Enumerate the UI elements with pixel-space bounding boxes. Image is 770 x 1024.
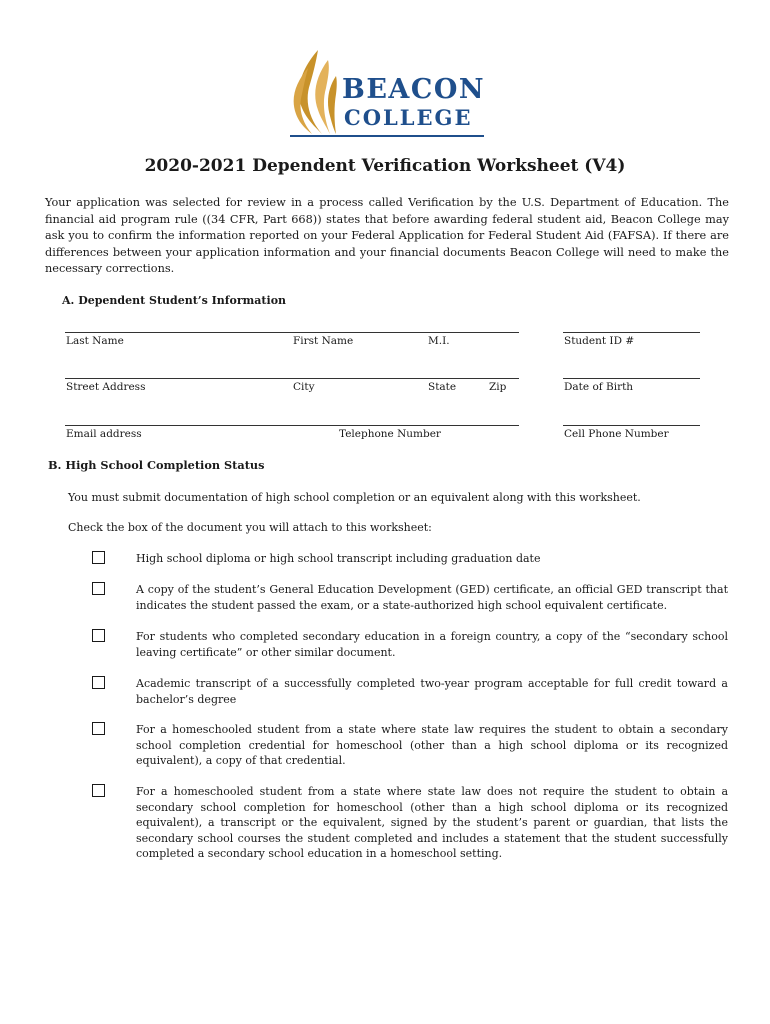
intro-paragraph: Your application was selected for review in a process called Verification by the U.S. Department of Education. The financial aid program rule ((34 CFR, Part 668)) states that before awarding federal student aid, Beacon College may ask you to confirm the information reported on your Federal Application for Federal Student Aid (FAFSA). If there are differences between your application information and your financial documents Beacon College will need to make the necessary corrections.: [45, 196, 729, 276]
checkbox-homeschool-required[interactable]: [92, 722, 105, 735]
checkbox-homeschool-not-required[interactable]: [92, 784, 105, 797]
checkbox-academic-transcript[interactable]: [92, 676, 105, 689]
dob-label: Date of Birth: [564, 381, 634, 393]
option-text: For a homeschooled student from a state where state law does not require the student to obtain a secondary school completion for homeschool (other than a high school diploma or its recognized equivalent), a transcript or the equivalent, signed by the student’s parent or guardian, that lists the secondary school courses the student completed and includes a statement that the student successfully completed a secondary school education in a homeschool setting.: [136, 785, 728, 860]
beacon-college-logo: [288, 46, 484, 138]
last-name-label: Last Name: [66, 335, 124, 347]
option-text: For a homeschooled student from a state where state law requires the student to obtain a secondary school completion credential for homeschool (other than a high school diploma or its recognized equivalent), a copy of that credential.: [136, 723, 728, 767]
mi-label: M.I.: [428, 335, 450, 347]
row1-student-id-line[interactable]: [563, 332, 700, 333]
document-title: 2020-2021 Dependent Verification Worksheet (V4): [144, 156, 626, 176]
section-b-check-prompt: Check the box of the document you will attach to this worksheet:: [68, 521, 432, 534]
flame-icon: [288, 46, 340, 138]
row2-address-line[interactable]: [65, 378, 519, 379]
cell-phone-label: Cell Phone Number: [564, 428, 669, 440]
option-text: High school diploma or high school transcript including graduation date: [136, 552, 541, 565]
section-a-heading: A. Dependent Student’s Information: [62, 294, 287, 307]
logo-underline: [290, 135, 484, 137]
telephone-label: Telephone Number: [339, 428, 441, 440]
checkbox-ged[interactable]: [92, 582, 105, 595]
student-id-label: Student ID #: [564, 335, 635, 347]
first-name-label: First Name: [293, 335, 354, 347]
row3-contact-line[interactable]: [65, 425, 519, 426]
section-b-heading: B. High School Completion Status: [48, 458, 265, 472]
checkbox-hs-diploma[interactable]: [92, 551, 105, 564]
city-label: City: [293, 381, 315, 393]
zip-label: Zip: [489, 381, 507, 393]
street-address-label: Street Address: [66, 381, 146, 393]
option-text: A copy of the student’s General Education Development (GED) certificate, an official GED transcript that indicates the student passed the exam, or a state-authorized high school equivalent certificate.: [136, 583, 728, 612]
email-label: Email address: [66, 428, 142, 440]
section-b-instruction: You must submit documentation of high school completion or an equivalent along with this worksheet.: [68, 491, 641, 504]
logo-text-beacon: BEACON: [342, 74, 486, 105]
checkbox-foreign-country[interactable]: [92, 629, 105, 642]
logo-text-college: COLLEGE: [344, 105, 473, 130]
row1-name-line[interactable]: [65, 332, 519, 333]
row3-cell-line[interactable]: [563, 425, 700, 426]
option-text: Academic transcript of a successfully completed two-year program acceptable for full credit toward a bachelor’s degree: [136, 677, 728, 706]
row2-dob-line[interactable]: [563, 378, 700, 379]
option-text: For students who completed secondary education in a foreign country, a copy of the “secondary school leaving certificate” or other similar document.: [136, 630, 728, 659]
state-label: State: [428, 381, 457, 393]
